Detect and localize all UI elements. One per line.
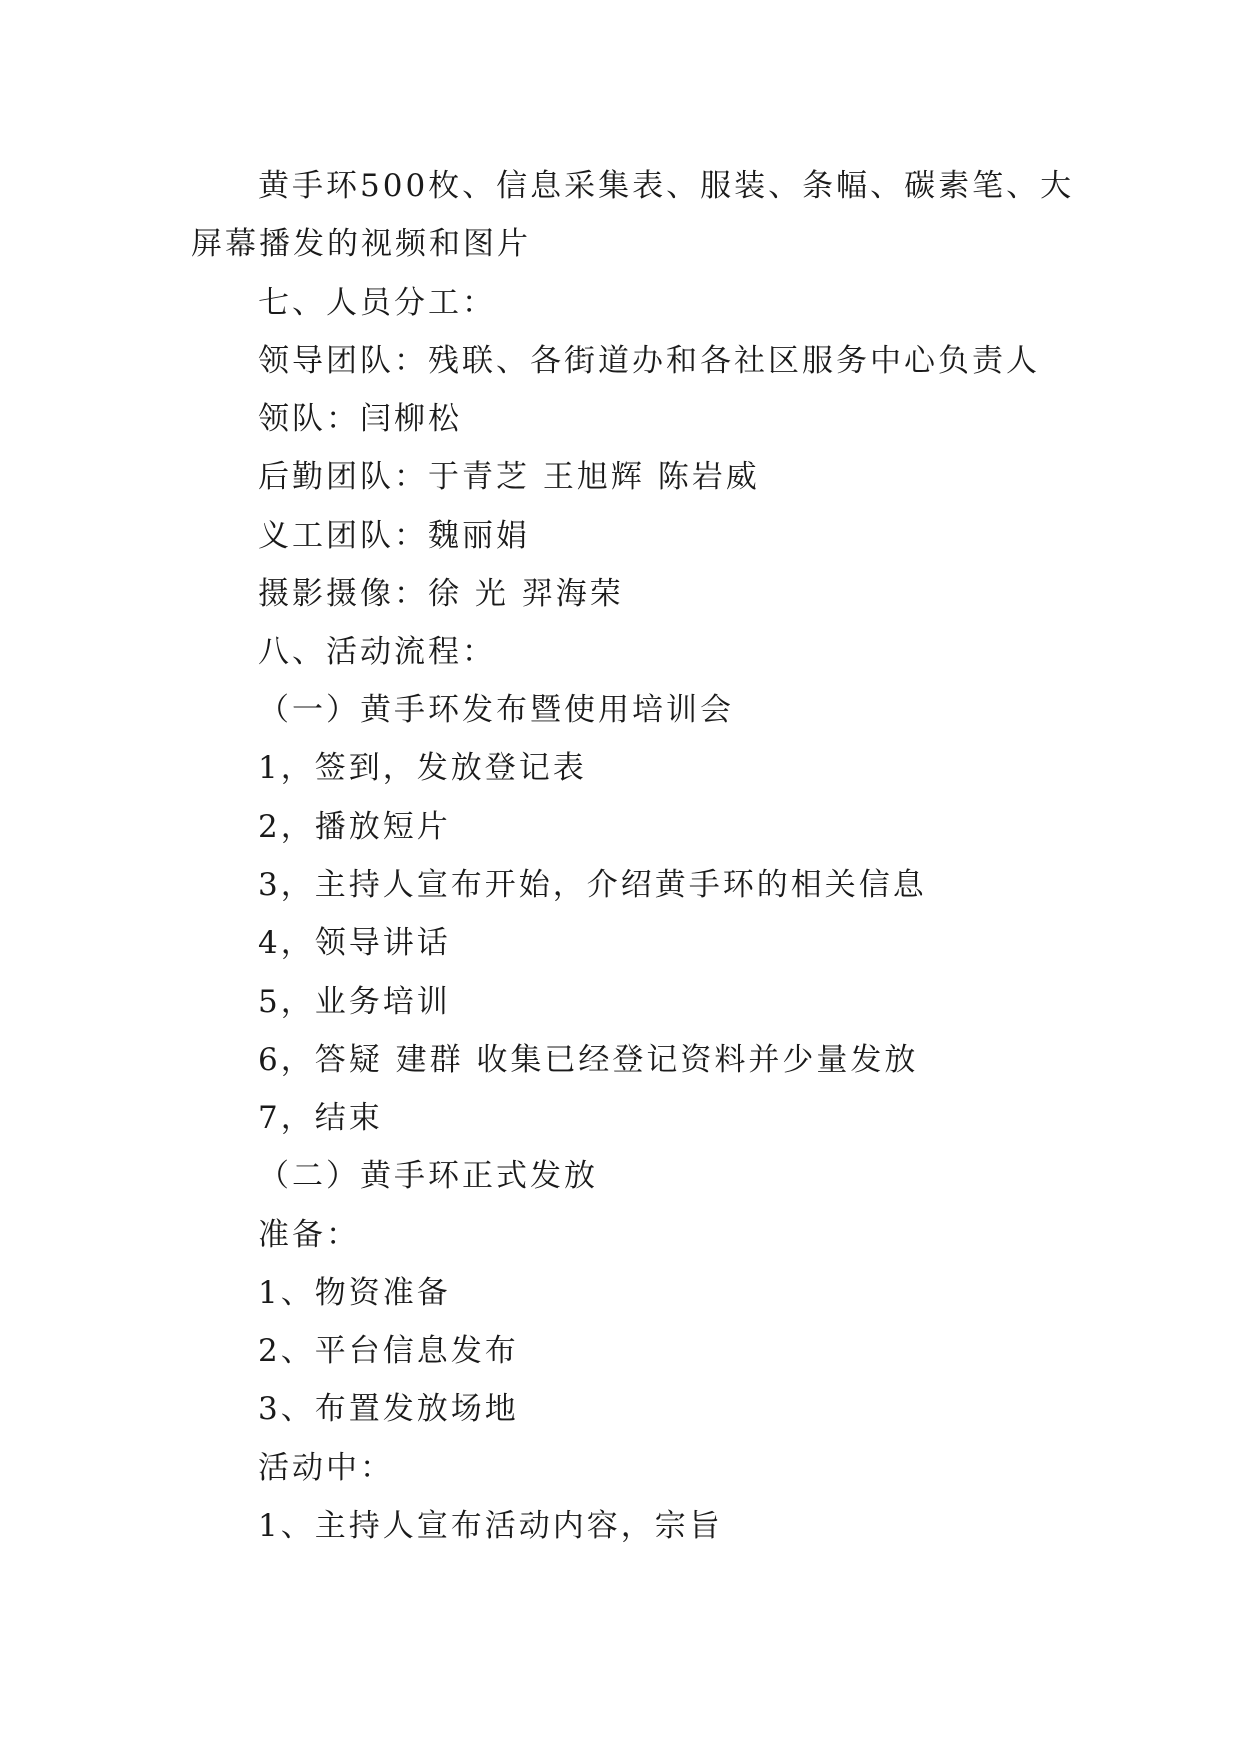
- list-item: 1，签到，发放登记表: [258, 750, 587, 786]
- list-item: 3，主持人宣布开始，介绍黄手环的相关信息: [258, 867, 927, 903]
- list-item: 5，业务培训: [258, 984, 451, 1020]
- text-line-logistics-team: 后勤团队：于青芝 王旭辉 陈岩威: [258, 459, 760, 495]
- section-heading-process: 八、活动流程：: [258, 634, 496, 670]
- section-heading-staff: 七、人员分工：: [258, 285, 496, 321]
- text-line-volunteer-team: 义工团队：魏丽娟: [258, 518, 530, 554]
- subsection-heading-distribution: （二）黄手环正式发放: [258, 1158, 598, 1194]
- list-item: 1、物资准备: [258, 1275, 451, 1311]
- text-line-leadership-team: 领导团队：残联、各街道办和各社区服务中心负责人: [258, 343, 1040, 379]
- text-line-materials: 黄手环500枚、信息采集表、服装、条幅、碳素笔、大: [258, 168, 1075, 204]
- list-item: 6，答疑 建群 收集已经登记资料并少量发放: [258, 1042, 919, 1078]
- subsection-heading-training: （一）黄手环发布暨使用培训会: [258, 692, 734, 728]
- list-item: 3、布置发放场地: [258, 1391, 519, 1427]
- list-item: 2、平台信息发布: [258, 1333, 519, 1369]
- list-item: 1、主持人宣布活动内容，宗旨: [258, 1508, 723, 1544]
- text-line-team-leader: 领队：闫柳松: [258, 401, 462, 437]
- list-item: 4，领导讲话: [258, 925, 451, 961]
- text-line-during-activity: 活动中：: [258, 1450, 394, 1486]
- text-line-photography: 摄影摄像：徐 光 羿海荣: [258, 576, 624, 612]
- list-item: 2，播放短片: [258, 809, 451, 845]
- text-line-preparation: 准备：: [258, 1217, 360, 1253]
- text-line-materials-continued: 屏幕播发的视频和图片: [191, 226, 531, 262]
- list-item: 7，结束: [258, 1100, 383, 1136]
